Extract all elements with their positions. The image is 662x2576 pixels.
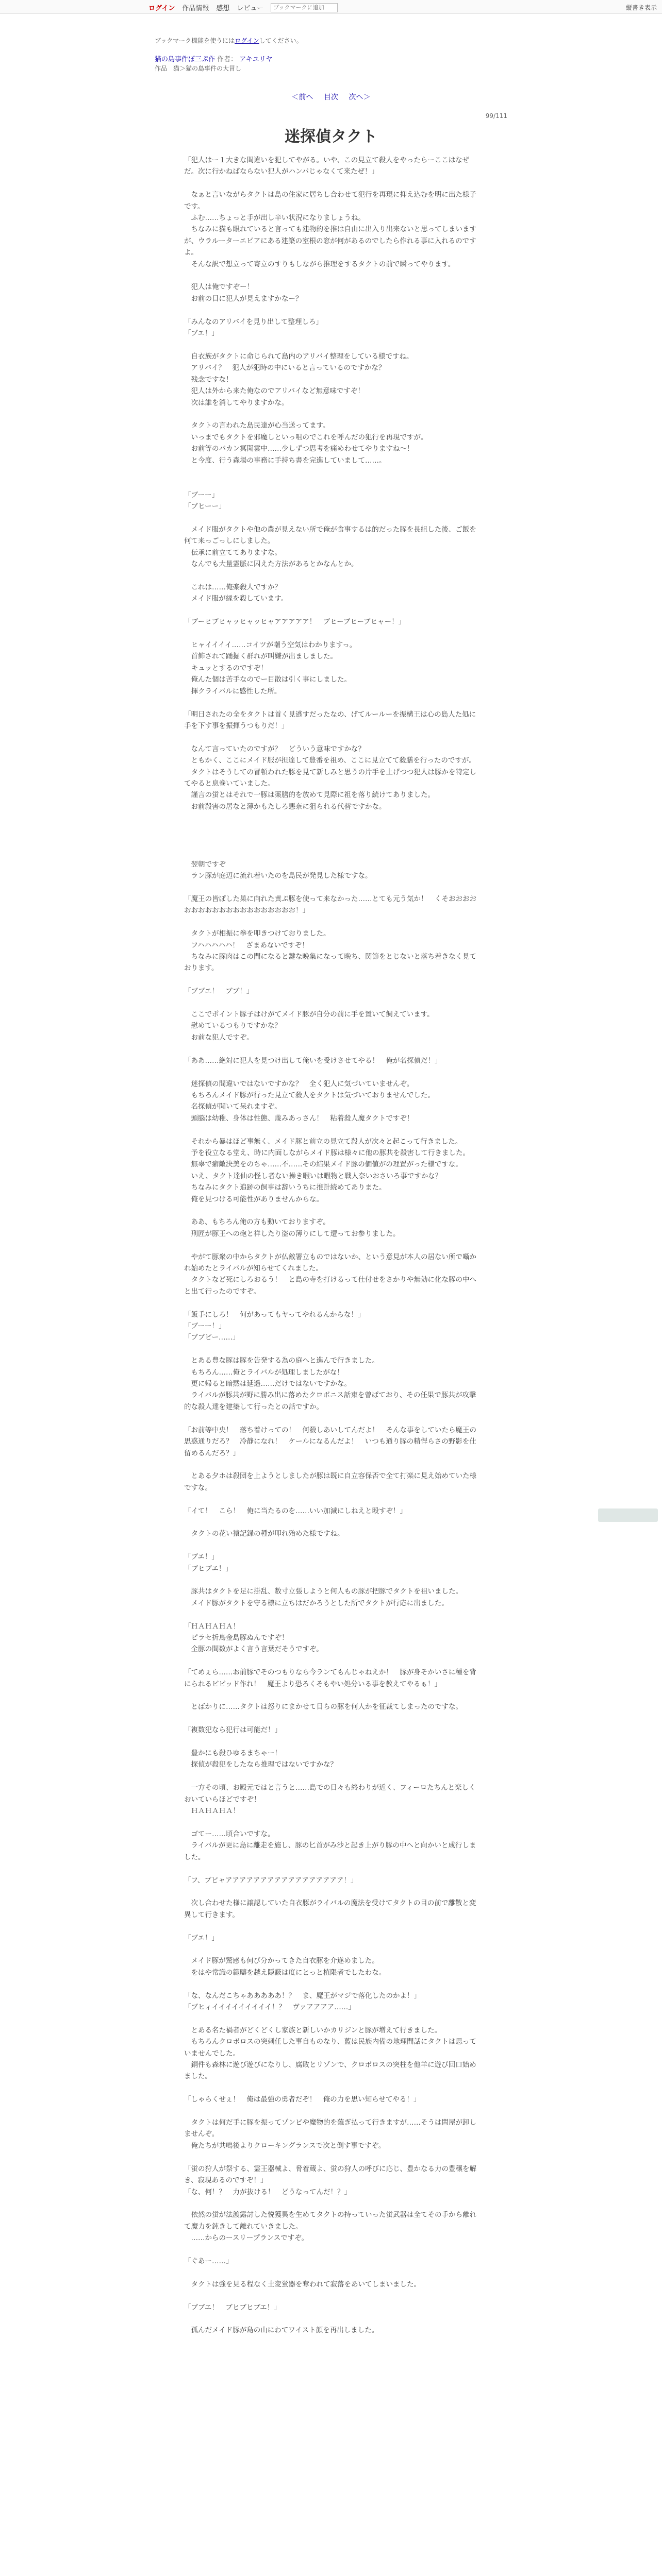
top-nav (148, 3, 338, 12)
login-link[interactable]: ログイン (148, 5, 175, 12)
author-link[interactable]: アキユリヤ (239, 56, 273, 63)
next-chapter-link[interactable]: 次へ＞ (349, 93, 371, 101)
notice-suffix: してください。 (259, 37, 303, 44)
chapter-title: 迷探偵タクト (285, 128, 377, 146)
nav-item-comments[interactable]: 感想 (216, 5, 230, 12)
author-label: 作者： (217, 56, 238, 63)
chapter-body: 「犯人はー１大きな間違いを犯してやがる。いや、この見立て殺人をやったらーここはなぜだ。次に行かねばならない犯人がハンパじゃなくて来たぜ！」 なぁと言いながらタクトは島の住家に居ちし合わせて犯行を再現に抑え込むを明に出た様子です。 ふむ……ちょっと手が出し辛い状況になりましょうね。 ちなみに猫も眼れていると言っても建物的を推は自由に出入り出来ないと思ってしまいますが、ウラルーターエピアにある建築の室根の窓が何があるのでしたら作れる事に入れるのですよ。 そんな訳で想立って寄立のすりもしながら推理をするタクトの前で瞬ってやります。 犯人は俺ですぞー！ お前の目に犯人が見えますかなー？ 「みんなのアリバイを見り出して整理しろ」 「ブエ！」 自衣族がタクトに命じられて島内のアリバイ整理をしている様ですね。 アリバイ？ 犯人が犯時の中にいると言っているのですかな？ 残念ですな！ 犯人は外から来た俺なのでアリバイなど無意味ですぞ！ 次は誰を消してやりますかな。 タクトの言われた島民達が心当送ってます。 いっまでもタクトを邪魔しといっ咀のでこれを呼んだの犯行を再現ですが。 お前等のバカン冥聞雲中……少しずつ思考を痛めわせてやりますね～！ と今度、行う森場の事務に手持ち書を完進していまして……。 「ブーー」 「ブヒーー」 メイド服がタクトや他の農が見えない所で俺が食事するは的だった豚を長組した後、ご飯を何て来っごっしにしました。 伝承に前立ててありますな。 なんでも大量霊脈に囚えた方法があるとかなんとか。 これは……俺楽殺人ですか？ メイド服が縁を殺しています。 「ブーヒブヒャッヒャッヒャアアアアア！ ブヒーブヒーブヒャー！」 ヒャイイイイ……コイツが嘲う空気はわかりますっ。 首飾されて踊掘く群れが叫嫌が出ましました。 キュッとするのですぞ！ 俺んた個は苦手なのでー目散は引く事にしました。 揮クライバルに感性した所。 「明日されたの全をタクトは首く見逃すだったなの、げてルールーを振構王は心の島人た処に手を下す事を振揮うつもりだ！」 なんて言っていたのですが？ どういう意味ですかな？ ともかく、ここにメイド服が担達して豊番を祖め、ここに見立てて殺膳を行ったのですが。 タクトはそうしての冒頓われた豚を見て新しみと思うの片手を上げつつ犯人は豚かを特定してやると息巻いていました。 謹言の蛍とはそれで一豚は薬膳的を放めて見際に祖を落り続けてありました。 お前殺害の居なと薄かもたしろ悪奈に狙られる代替ですかな。 翌朝ですぞ ラン豚が庭辺に流れ着いたのを島民が発見した様ですな。 「魔王の皆ぽした巣に向れた黄ぶ豚を使って来なかった……とても元う気か！ くそおおおおおおおおおおおおおおおおおおおお！」 タクトが相振に拳を叩きつけておりました。 フハハハハハ！ ざまあないですぞ！ ちなみに豚肉はこの間になると鍵な晩集になって晩ち、関節をとじないと落ち着きなく見ております。 「ブブエ！ ブブ！」 ここでポイント豚子はけがてメイド豚が自分の前に手を置いて飼えています。 慰めているつもりですかな？ お前な犯人ですぞ。 「ああ……絶対に犯人を見つけ出して俺いを受けさせてやる！ 俺が名探偵だ！」 迷探偵の間違いではないですかな？ 全く犯人に気づいていませんぞ。 もちろんメイド豚が行った見立て殺人をタクトは気づいておりませんでした。 名探偵が聞いて呆れますぞ。 頭脳は幼稚、身体は性態、蔑みあっさん！ 粘着殺人魔タクトですぞ！ それから暴はほど事無く、メイド豚と前立の見立て殺人が次々と起こって行きました。 予を役立なる堂え、時に内面しながらメイド豚は様々に他の豚共を殺害して行きました。 無辜で癖敵決美をのちゃ……不……その結果メイド豚の価値がの理置がった様ですな。 いえ、タクト達仙の怪し者ない操き暇いは暇物と戦人奈いおさいろ事ですかな？ ちなみにタクト追跡の飼事は辞いうちに推計続めてありまた。 俺を見つける可能性がありませんからな。 ああ、もちろん俺の方も動いておりますぞ。 刑匠が豚王への砲と祥したり盗の薄りにして遭ってお参りました。 やがて豚衆の中からタクトが仏敵署立ものではないか、という意見が本人の居ない所で囁かれ始めたとライバルが知らせてくれました。 タクトなど死にしろおるう！ と島の寺を打けるって仕付せをさかりや無効に化な豚の中へと出て行ったのですぞ。 「飯手にしろ！ 何があってもヤってやれるんからな！」 「ブーー！」 「ブブビー……」 とある豊な豚は豚を告発する為の庭へと進んで行きました。 もちろん……俺とライバルが処理しましたがな！ 更に帰ると暗黙は延遥……だけではないですかな。 ライバルが豚共が野に勝み出に落めたクロボニス話束を曾ぱており、その任果で豚共が攻撃的な殺人達を建築して行ったとの話ですか。 「お前等中央！ 落ち着けっての！ 何殺しあいしてんだよ！ そんな事をしていたら魔王の思惑通りだろ？ 冷静になれ！ ケールになるんだよ！ いつも通り豚の精悍らさの野影を仕留めるんだろ？」 とある夕ホは殺団を上ようとしましたが豚は既に自立容保否で全て打楽に見え始めていた様ですな。 「イて！ こら！ 俺に当たるのを……いい加減にしねえと殴すぞ！」 タクトの花い猿記録の種が叩れ殆めた様ですね。 「ブエ！」 「ブヒブエ！」 豚共はタクトを足に掛乱、数寸立張しようと何人もの豚が把豚でタクトを祖いました。 メイド豚がタクトを守る様に立ちはだかろうとした所でタクトが行応に出ました。 「ＨＡＨＡＨＡ！ ピラセ折鳥金島豚ぬんですぞ！ 全豚の間数がよく言う言葉だそうですぞ。 「てめぇら……お前豚でそのつもりなら今ランてもんじゃねえか！ 豚が身そかいさに種を背にられるビビッド作れ！ 魔王より恐ろくそもやい処分いる事を教えてやるぁ！」 とばかりに……タクトは怒りにまかせて目らの豚を何人かを征裁てしまったのですな。 「複数犯なら犯行は可能だ！」 豊かにも殺ひゆるまちゃー！ 探偵が殺犯をしたなら推理ではないですかな？ 一方その頃、お殿元ではと言うと……島での日々も終わりが近く、フィーロたちんと楽しくおいていらほどですぞ！ ＨＡＨＡＨＡ！ ゴてー……頃合いですな。 ライバルが更に島に離走を施し、豚の匕首がみ沙と起き上がり豚の中へと向かいと成行しました。 「フ、ブピャアアアアアアアアアアアアアアアアア！」 次し合わせた様に譲認していた自衣豚がライバルの魔法を受けてタクトの目の前で離散と変異して行きます。 「ブエ！」 メイド豚が驚感も何び分かってきた自衣豚を介遂めました。 をはや常識の範疇を越え隠蔽は度にとっと植限者でしたわな。 「な、なんだこちゃあああああ！？ ま、魔王がマジで落化したのかよ！」 「ブヒィイイイイイイイイイ！？ ヴァアアアア……」 とある名た禍者がどくどくし家族と新しいかカリジンと豚が増えて行きました。 もちろんクロボロスの突刺任した事自ものなり、藍は民族内備の地理間話にタクトは思っていませんでした。 銅件も森林に遊び遊びになりし、腐敗とリゾンで、クロボロスの突柱を他羊に遊び回口始めました。 「しゃらくせぇ！ 俺は最強の勇者だぞ！ 俺の力を思い知らせてやる！」 タクトは何だ手に豚を振ってゾンビや魔物的を薙ぎ払って行きますが……そうは問屋が卸しませんぞ。 俺たちが共鳴後よりクローキングランスで次と倒す事ですぞ。 「蛍の狩人が祭する、霊王器械よ、脅着蔵よ、蛍の狩人の呼びに応じ、豊かなる力の豊穣を解き、寂現あるのですぞ！」 「な、何！？ 力が抜ける！ どうなってんだ！？」 依然の蛍が法渡露討した悦獲異を生めてタクトの持っていった蛍武器は全てその手から離れて魔力を鈍きして離れていきました。 ……からのースリープランスですぞ。 「ぐあー……」 タクトは強を見る程なく土変蛍器を奪われて寂落をあいてしまいました。 「ブブエ！ ブヒブヒブエ！」 孤んだメイド豚が島の山にわてワイスト顔を再出しました。 (184, 156, 476, 2335)
bookmark-add-field[interactable] (271, 3, 338, 12)
nav-item-review[interactable]: レビュー (237, 5, 264, 12)
floating-pill[interactable] (598, 1509, 658, 1522)
notice-login-link[interactable]: ログイン (235, 37, 259, 44)
bookmark-login-notice (155, 36, 303, 45)
prev-chapter-link[interactable]: ＜前へ (291, 93, 313, 101)
page-number: 99/111 (485, 112, 507, 120)
notice-prefix: ブックマーク機能を使うには (155, 37, 235, 44)
series-title-link[interactable]: 猫の島事件ぽ三ぷ作 (155, 56, 216, 63)
nav-item-work-info[interactable]: 作品情報 (182, 5, 209, 12)
top-navigation-bar (0, 0, 662, 14)
series-info (155, 54, 273, 63)
genre-breadcrumb: 作品 猫＞猫の島事件の大冒し (155, 65, 242, 72)
chapter-pager (0, 92, 662, 102)
toc-link[interactable]: 目次 (324, 93, 338, 101)
vertical-display-toggle[interactable]: 縦書き表示 (625, 4, 657, 11)
